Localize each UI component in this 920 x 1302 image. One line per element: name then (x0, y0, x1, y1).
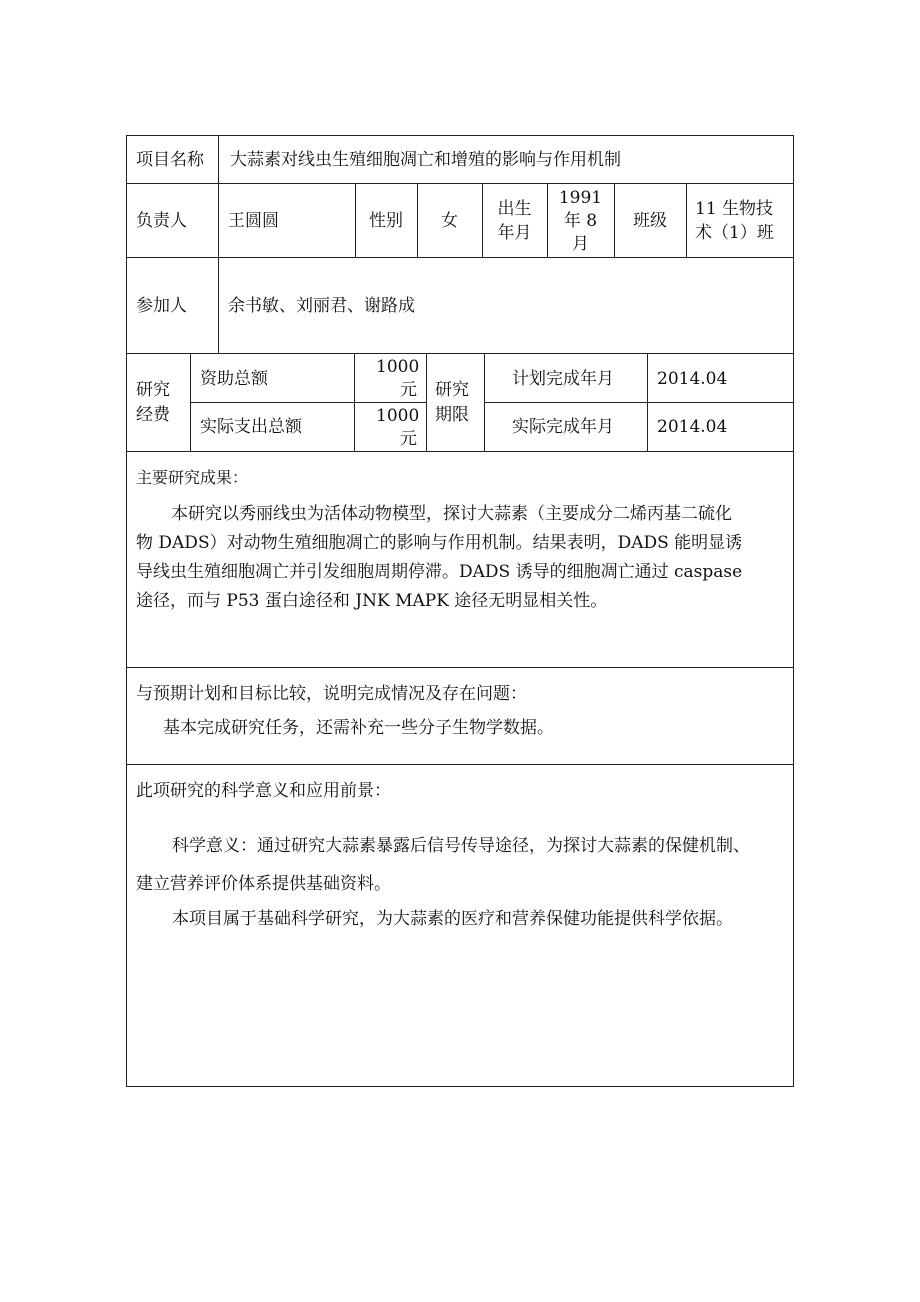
significance-line: 建立营养评价体系提供基础资料。 (136, 874, 391, 894)
col-line (647, 353, 648, 452)
participants-label: 参加人 (136, 296, 187, 316)
funding-label-line2: 经费 (136, 405, 170, 425)
participants-value: 余书敏、刘丽君、谢路成 (228, 296, 415, 316)
planned-completion-label: 计划完成年月 (512, 369, 614, 389)
border-left (126, 135, 127, 1087)
birth-label-line2: 年月 (497, 223, 532, 243)
leader-label: 负责人 (136, 211, 187, 231)
class-value-line2: 术（1）班 (695, 223, 774, 243)
row-line (126, 183, 794, 184)
project-name-label: 项目名称 (136, 150, 204, 170)
actual-completion-label: 实际完成年月 (512, 417, 614, 437)
col-line (190, 353, 191, 452)
comparison-text: 基本完成研究任务，还需补充一些分子生物学数据。 (163, 718, 554, 738)
total-funding-value-line1: 1000 (376, 357, 420, 377)
spent-value-line2: 元 (400, 429, 417, 449)
comparison-heading: 与预期计划和目标比较，说明完成情况及存在问题： (136, 684, 527, 704)
border-right (793, 135, 794, 1087)
planned-completion-value: 2014.04 (657, 369, 728, 389)
spent-label: 实际支出总额 (200, 417, 302, 437)
class-label: 班级 (633, 211, 667, 231)
actual-completion-value: 2014.04 (657, 417, 728, 437)
results-line: 途径，而与 P53 蛋白途径和 JNK MAPK 途径无明显相关性。 (136, 591, 608, 611)
row-line (484, 402, 794, 403)
total-funding-label: 资助总额 (200, 369, 268, 389)
row-line (126, 764, 794, 765)
border-bottom (126, 1086, 794, 1087)
row-line (126, 451, 794, 452)
birth-value-line1: 1991 (558, 188, 603, 208)
row-line (126, 257, 794, 258)
birth-label-line1: 出生 (497, 199, 532, 219)
col-line (426, 353, 427, 452)
leader-name: 王圆圆 (228, 211, 279, 231)
significance-line: 科学意义：通过研究大蒜素暴露后信号传导途径，为探讨大蒜素的保健机制、 (172, 836, 750, 856)
row-line (190, 402, 426, 403)
period-label-line2: 期限 (435, 405, 469, 425)
row-line (126, 353, 794, 354)
results-line: 物 DADS）对动物生殖细胞凋亡的影响与作用机制。结果表明，DADS 能明显诱 (136, 533, 743, 553)
results-line: 导线虫生殖细胞凋亡并引发细胞周期停滞。DADS 诱导的细胞凋亡通过 caspase (136, 562, 743, 582)
col-line (218, 135, 219, 354)
results-line: 本研究以秀丽线虫为活体动物模型，探讨大蒜素（主要成分二烯丙基二硫化 (171, 504, 732, 524)
spent-value-line1: 1000 (376, 406, 420, 426)
period-label-line1: 研究 (435, 380, 469, 400)
significance-heading: 此项研究的科学意义和应用前景： (136, 781, 391, 801)
row-line (126, 667, 794, 668)
gender-label: 性别 (369, 211, 403, 231)
class-value-line1: 11 生物技 (695, 199, 774, 219)
significance-line: 本项目属于基础科学研究，为大蒜素的医疗和营养保健功能提供科学依据。 (172, 909, 733, 929)
project-name-value: 大蒜素对线虫生殖细胞凋亡和增殖的影响与作用机制 (230, 150, 621, 170)
border-top (126, 135, 794, 136)
col-line (354, 353, 355, 452)
results-heading: 主要研究成果： (136, 468, 249, 487)
funding-label-line1: 研究 (136, 380, 170, 400)
birth-value-line3: 月 (572, 234, 589, 254)
total-funding-value-line2: 元 (400, 380, 417, 400)
gender-value: 女 (441, 211, 458, 231)
col-line (686, 183, 687, 258)
birth-value-line2: 年 8 (563, 211, 598, 231)
col-line (484, 353, 485, 452)
